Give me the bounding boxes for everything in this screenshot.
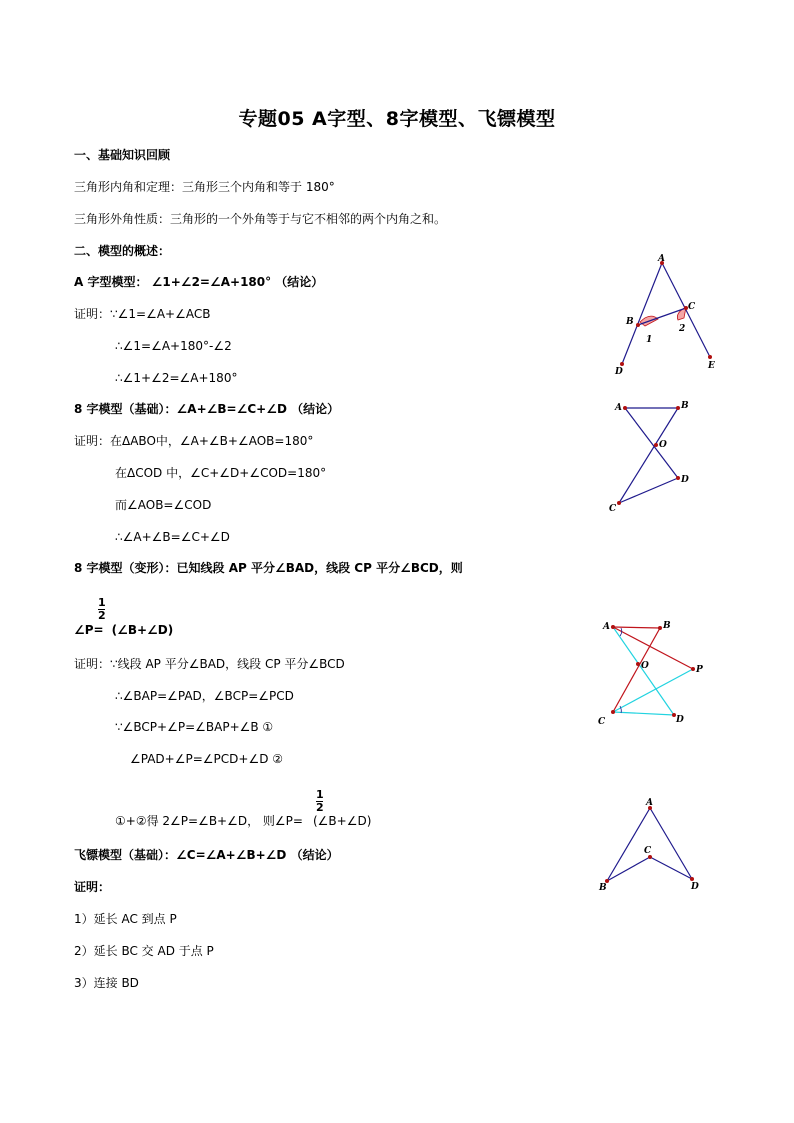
label-c: C	[598, 717, 606, 727]
label-c: C	[644, 846, 652, 856]
segment-bc	[619, 408, 678, 503]
point-b	[676, 406, 680, 410]
eight-variant-proof-3: ∵∠BCP+∠P=∠BAP+∠B ①	[115, 720, 274, 734]
eight-variant-proof-4: ∠PAD+∠P=∠PCD+∠D ②	[130, 752, 284, 766]
point-c	[617, 501, 621, 505]
segment-ad	[613, 627, 674, 715]
segment-ab	[607, 808, 650, 881]
label-d: D	[676, 715, 684, 725]
label-e: E	[708, 361, 715, 371]
segment-ap	[613, 627, 693, 669]
a-model-heading: A 字型模型： ∠1+∠2=∠A+180° （结论）	[74, 275, 324, 289]
dart-proof-label: 证明：	[74, 880, 111, 894]
label-p: P	[696, 665, 703, 675]
point-d	[620, 362, 624, 366]
exterior-angle-property: 三角形外角性质：三角形的一个外角等于与它不相邻的两个内角之和。	[74, 212, 447, 226]
dart-step-3: 3）连接 BD	[74, 976, 139, 990]
eight-basic-heading: 8 字模型（基础）：∠A+∠B=∠C+∠D （结论）	[74, 402, 340, 416]
section1-heading: 一、基础知识回顾	[74, 148, 171, 162]
eight-variant-proof-fraction: 1 2	[316, 788, 324, 814]
label-c: C	[609, 504, 617, 514]
label-o: O	[641, 661, 649, 671]
eight-basic-proof-1: 证明：在ΔABO中，∠A+∠B+∠AOB=180°	[74, 434, 314, 448]
eight-variant-figure	[598, 618, 708, 730]
point-a	[623, 406, 627, 410]
dart-figure	[595, 795, 705, 895]
point-b	[636, 323, 640, 327]
label-a: A	[658, 254, 665, 264]
eight-basic-proof-4: ∴∠A+∠B=∠C+∠D	[115, 530, 230, 544]
label-d: D	[681, 475, 689, 485]
eight-variant-proof-5: ①+②得 2∠P=∠B+∠D， 则∠P= (∠B+∠D)	[115, 814, 372, 828]
eight-variant-proof-1: 证明：∵线段 AP 平分∠BAD，线段 CP 平分∠BCD	[74, 657, 345, 671]
label-b: B	[599, 883, 607, 893]
eight-variant-formula: ∠P= (∠B+∠D)	[74, 623, 174, 637]
eight-basic-proof-2: 在ΔCOD 中，∠C+∠D+∠COD=180°	[115, 466, 327, 480]
section2-heading: 二、模型的概述：	[74, 244, 171, 258]
a-model-figure	[600, 250, 730, 375]
label-a: A	[646, 798, 653, 808]
point-e	[708, 355, 712, 359]
label-a: A	[615, 403, 622, 413]
label-b: B	[663, 621, 671, 631]
label-d: D	[691, 882, 699, 892]
segment-cd	[613, 712, 674, 715]
dart-step-1: 1）延长 AC 到点 P	[74, 912, 177, 926]
label-d: D	[615, 367, 623, 377]
label-b: B	[681, 401, 689, 411]
point-b	[658, 626, 662, 630]
segment-ad	[625, 408, 678, 478]
point-d	[676, 476, 680, 480]
eight-variant-fraction: 1 2	[98, 596, 106, 622]
dart-step-2: 2）延长 BC 交 AD 于点 P	[74, 944, 214, 958]
dart-heading: 飞镖模型（基础）：∠C=∠A+∠B+∠D （结论）	[74, 848, 339, 862]
point-o	[654, 443, 658, 447]
angle-a-mark	[620, 628, 622, 636]
label-o: O	[659, 440, 667, 450]
label-angle-2: 2	[679, 324, 686, 334]
eight-basic-proof-3: 而∠AOB=∠COD	[115, 498, 212, 512]
eight-variant-heading: 8 字模型（变形）：已知线段 AP 平分∠BAD，线段 CP 平分∠BCD，则	[74, 561, 463, 575]
point-o	[636, 662, 640, 666]
point-p	[691, 667, 695, 671]
segment-ab	[613, 627, 660, 628]
point-d	[690, 877, 694, 881]
page-title: 专题05 A字型、8字模型、飞镖模型	[238, 108, 556, 130]
a-model-proof-2: ∴∠1=∠A+180°-∠2	[115, 339, 232, 353]
point-c	[611, 710, 615, 714]
a-model-proof-3: ∴∠1+∠2=∠A+180°	[115, 371, 238, 385]
a-model-proof-1: 证明：∵∠1=∠A+∠ACB	[74, 307, 211, 321]
label-c: C	[688, 302, 696, 312]
label-angle-1: 1	[646, 335, 653, 345]
point-a	[611, 625, 615, 629]
segment-cd	[619, 478, 678, 503]
angle-sum-theorem: 三角形内角和定理：三角形三个内角和等于 180°	[74, 180, 335, 194]
eight-variant-proof-2: ∴∠BAP=∠PAD，∠BCP=∠PCD	[115, 689, 294, 703]
label-a: A	[603, 622, 610, 632]
side-ad	[622, 263, 662, 364]
label-b: B	[626, 317, 634, 327]
eight-basic-figure	[605, 398, 705, 516]
